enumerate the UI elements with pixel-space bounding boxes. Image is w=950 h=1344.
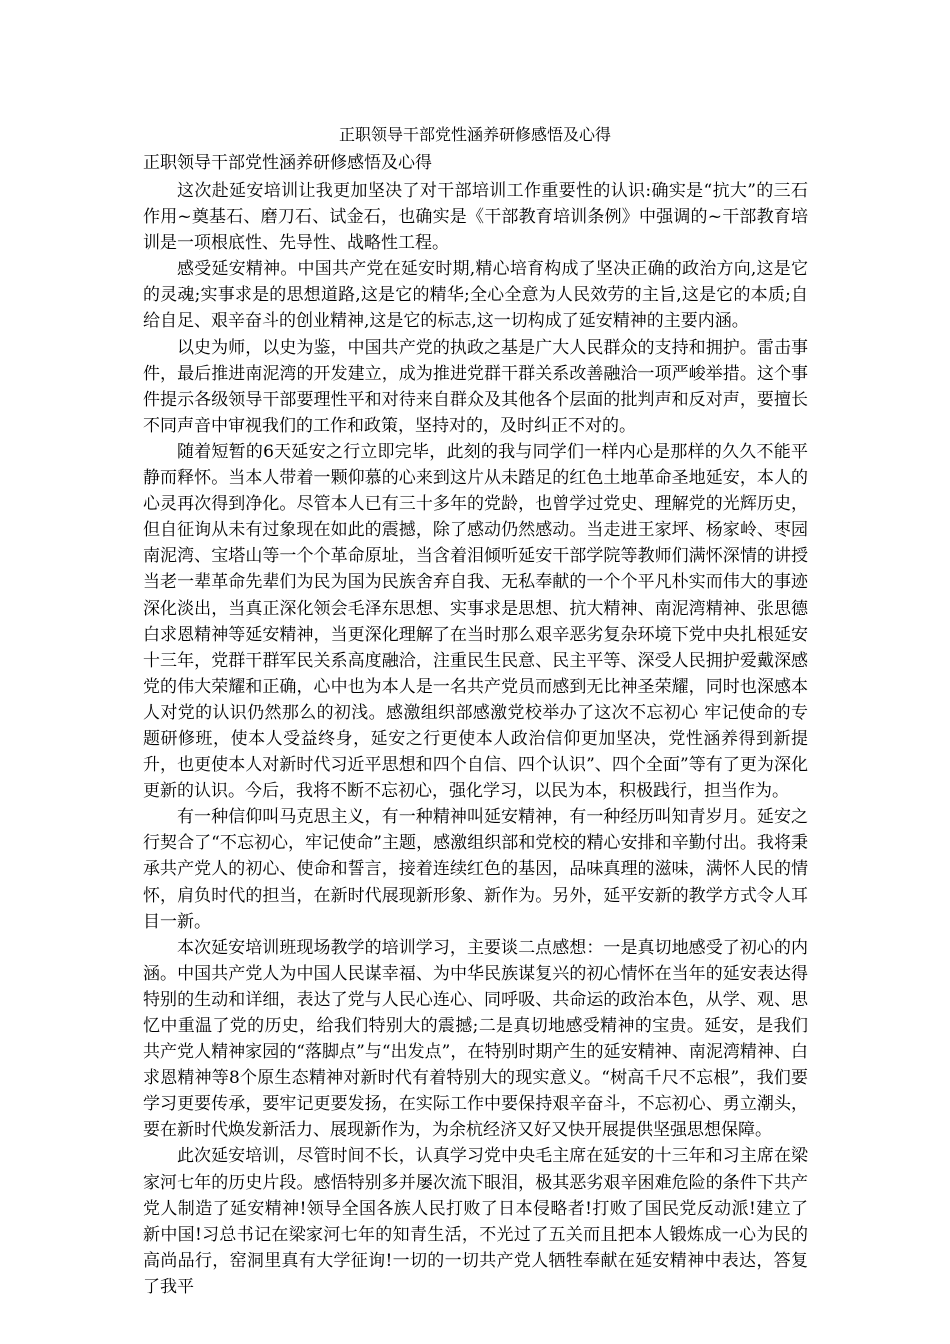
paragraph: 感受延安精神。中国共产党在延安时期,精心培育构成了坚决正确的政治方向,这是它的灵魂;实事求是的思想道路,这是它的精华;全心全意为人民效劳的主旨,这是它的本质;自给自足、艰辛奋斗的创业精神,这是它的标志,这一切构成了延安精神的主要内涵。	[143, 259, 808, 332]
document-body	[143, 178, 808, 1300]
paragraph: 此次延安培训，尽管时间不长，认真学习党中央毛主席在延安的十三年和习主席在梁家河七年的历史片段。感悟特别多并屡次流下眼泪，极其恶劣艰辛困难危险的条件下共产党人制造了延安精神!领导全国各族人民打败了日本侵略者!打败了国民党反动派!建立了新中国!习总书记在梁家河七年的知青生活，不光过了五关而且把本人锻炼成一心为民的高尚品行，窑洞里真有大学征询!一切的一切共产党人牺牲奉献在延安精神中表达，答复了我平	[143, 1146, 808, 1297]
document-title: 正职领导干部党性涵养研修感悟及心得	[338, 125, 611, 144]
paragraph: 以史为师，以史为鉴，中国共产党的执政之基是广大人民群众的支持和拥护。雷击事件，最后推进南泥湾的开发建立，成为推进党群干群关系改善融洽一项严峻举措。这个事件提示各级领导干部要理性平和对待来自群众及其他各个层面的批判声和反对声，要擅长不同声音中审视我们的工作和政策，坚持对的，及时纠正不对的。	[143, 337, 808, 436]
paragraph: 有一种信仰叫马克思主义，有一种精神叫延安精神，有一种经历叫知青岁月。延安之行契合了“不忘初心，牢记使命”主题，感激组织部和党校的精心安排和辛勤付出。我将秉承共产党人的初心、使命和誓言，接着连续红色的基因，品味真理的滋味，满怀人民的情怀，肩负时代的担当，在新时代展现新形象、新作为。另外，延平安新的教学方式令人耳目一新。	[143, 807, 808, 932]
document-subtitle: 正职领导干部党性涵养研修感悟及心得	[143, 153, 432, 173]
paragraph: 这次赴延安培训让我更加坚决了对干部培训工作重要性的认识:确实是“抗大”的三石作用~奠基石、磨刀石、试金石，也确实是《干部教育培训条例》中强调的~干部教育培训是一项根底性、先导性、战略性工程。	[143, 181, 808, 254]
paragraph: 本次延安培训班现场教学的培训学习，主要谈二点感想：一是真切地感受了初心的内涵。中国共产党人为中国人民谋幸福、为中华民族谋复兴的初心情怀在当年的延安表达得特别的生动和详细，表达了党与人民心连心、同呼吸、共命运的政治本色，从学、观、思忆中重温了党的历史，给我们特别大的震撼;二是真切地感受精神的宝贵。延安，是我们共产党人精神家园的“落脚点”与“出发点”，在特别时期产生的延安精神、南泥湾精神、白求恩精神等8个原生态精神对新时代有着特别大的现实意义。“树高千尺不忘根”，我们要学习更要传承，要牢记更要发扬，在实际工作中要保持艰辛奋斗，不忘初心、勇立潮头，要在新时代焕发新活力、展现新作为，为余杭经济又好又快开展提供坚强思想保障。	[143, 937, 808, 1141]
paragraph: 随着短暂的6天延安之行立即完毕，此刻的我与同学们一样内心是那样的久久不能平静而释怀。当本人带着一颗仰慕的心来到这片从未踏足的红色土地革命圣地延安，本人的心灵再次得到净化。尽管本人已有三十多年的党龄，也曾学过党史、理解党的光辉历史，但自征询从未有过象现在如此的震撼，除了感动仍然感动。当走进王家坪、杨家岭、枣园南泥湾、宝塔山等一个个革命原址，当含着泪倾听延安干部学院等教师们满怀深情的讲授当老一辈革命先辈们为民为国为民族舍弃自我、无私奉献的一个个平凡朴实而伟大的事迹深化淡出，当真正深化领会毛泽东思想、实事求是思想、抗大精神、南泥湾精神、张思德白求恩精神等延安精神，当更深化理解了在当时那么艰辛恶劣复杂环境下党中央扎根延安十三年，党群干群军民关系高度融洽，注重民生民意、民主平等、深受人民拥护爱戴深感党的伟大荣耀和正确，心中也为本人是一名共产党员而感到无比神圣荣耀，同时也深感本人对党的认识仍然那么的初浅。感激组织部感激党校举办了这次不忘初心 牢记使命的专题研修班，使本人受益终身，延安之行更使本人政治信仰更加坚决，党性涵养得到新提升，也更使本人对新时代习近平思想和四个自信、四个认识”、四个全面”等有了更为深化更新的认识。今后，我将不断不忘初心，强化学习，以民为本，积极践行，担当作为。	[143, 441, 808, 802]
